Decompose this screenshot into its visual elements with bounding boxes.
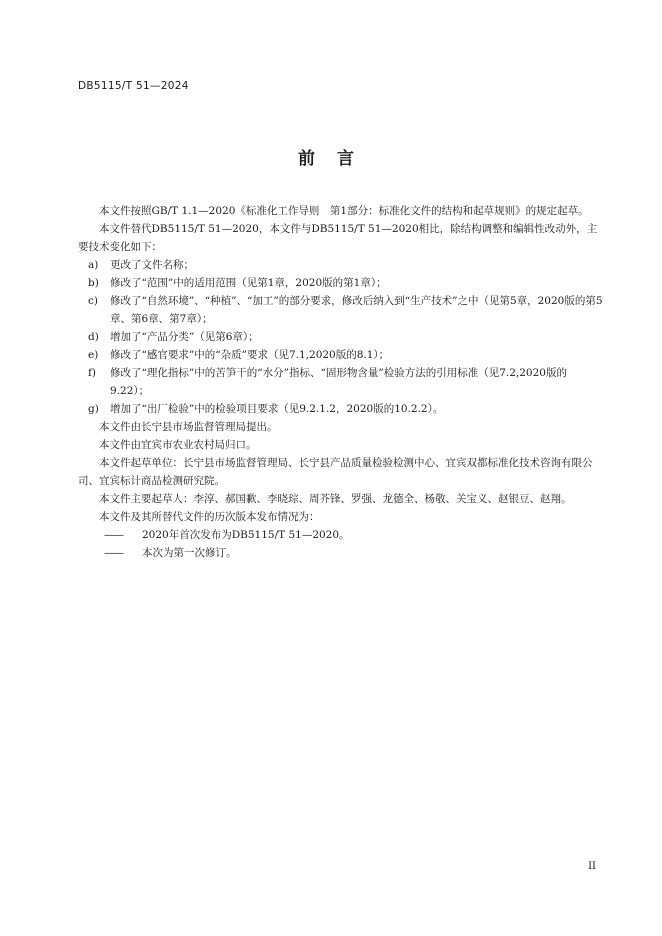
list-marker: b) — [88, 277, 99, 289]
list-marker: e) — [88, 349, 99, 361]
list-marker: g) — [88, 403, 99, 415]
list-item-text: 修改了“自然环境”、“种植”、“加工”的部分要求，修改后纳入到“生产技术”之中（见第5章，2020版的第5章、第6章、第7章）； — [110, 295, 603, 325]
proposer-statement: 本文件由长宁县市场监督管理局提出。 — [99, 421, 278, 433]
list-item — [78, 274, 606, 292]
version-history-statement: 本文件及其所替代文件的历次版本发布情况为： — [99, 511, 320, 523]
list-item — [78, 526, 606, 544]
list-item-text: 增加了“产品分类”（见第6章）； — [110, 331, 259, 343]
list-marker: a) — [88, 259, 99, 271]
list-item — [78, 544, 606, 562]
list-item-text: 2020年首次发布为DB5115/T 51—2020。 — [142, 529, 350, 541]
document-code: DB5115/T 51—2024 — [78, 80, 189, 92]
page-title: 前言 — [298, 149, 376, 169]
list-item — [78, 400, 606, 418]
version-history-list — [78, 526, 606, 562]
list-marker: c) — [88, 295, 98, 307]
foreword-body — [78, 202, 606, 562]
list-item-text: 修改了“理化指标”中的苦笋干的“水分”指标、“固形物含量”检验方法的引用标准（见7.2,2020版的9.22）； — [110, 367, 567, 397]
dash-marker: —— — [104, 547, 123, 559]
drafters-statement: 本文件主要起草人：李淳、郝国歉、李晓琮、周芥锋、罗强、龙德全、杨敬、关宝义、赵银豆、赵翔。 — [99, 493, 572, 505]
page-number: II — [588, 861, 596, 872]
list-item — [78, 346, 606, 364]
administrator-statement: 本文件由宜宾市农业农村局归口。 — [99, 439, 257, 451]
dash-marker: —— — [104, 529, 123, 541]
list-item — [78, 364, 606, 400]
drafting-units-statement: 本文件起草单位：长宁县市场监督管理局、长宁县产品质量检验检测中心、宜宾双都标准化技术咨询有限公司、宜宾标计商品检测研究院。 — [78, 457, 593, 487]
list-item — [78, 292, 606, 328]
intro-paragraph-2: 本文件替代DB5115/T 51—2020，本文件与DB5115/T 51—2020相比，除结构调整和编辑性改动外，主要技术变化如下： — [78, 223, 598, 253]
list-item — [78, 328, 606, 346]
list-marker: f) — [88, 367, 96, 379]
list-marker: d) — [88, 331, 99, 343]
list-item — [78, 256, 606, 274]
technical-changes-list — [78, 256, 606, 418]
intro-paragraph-1: 本文件按照GB/T 1.1—2020《标准化工作导则 第1部分：标准化文件的结构和起草规则》的规定起草。 — [99, 205, 589, 217]
list-item-text: 本次为第一次修订。 — [142, 547, 237, 559]
list-item-text: 修改了“感官要求”中的“杂质”要求（见7.1,2020版的8.1）； — [110, 349, 390, 361]
list-item-text: 修改了“范围”中的适用范围（见第1章，2020版的第1章）； — [110, 277, 387, 289]
list-item-text: 更改了文件名称； — [110, 259, 194, 271]
list-item-text: 增加了“出厂检验”中的检验项目要求（见9.2.1.2，2020版的10.2.2）。 — [110, 403, 444, 415]
